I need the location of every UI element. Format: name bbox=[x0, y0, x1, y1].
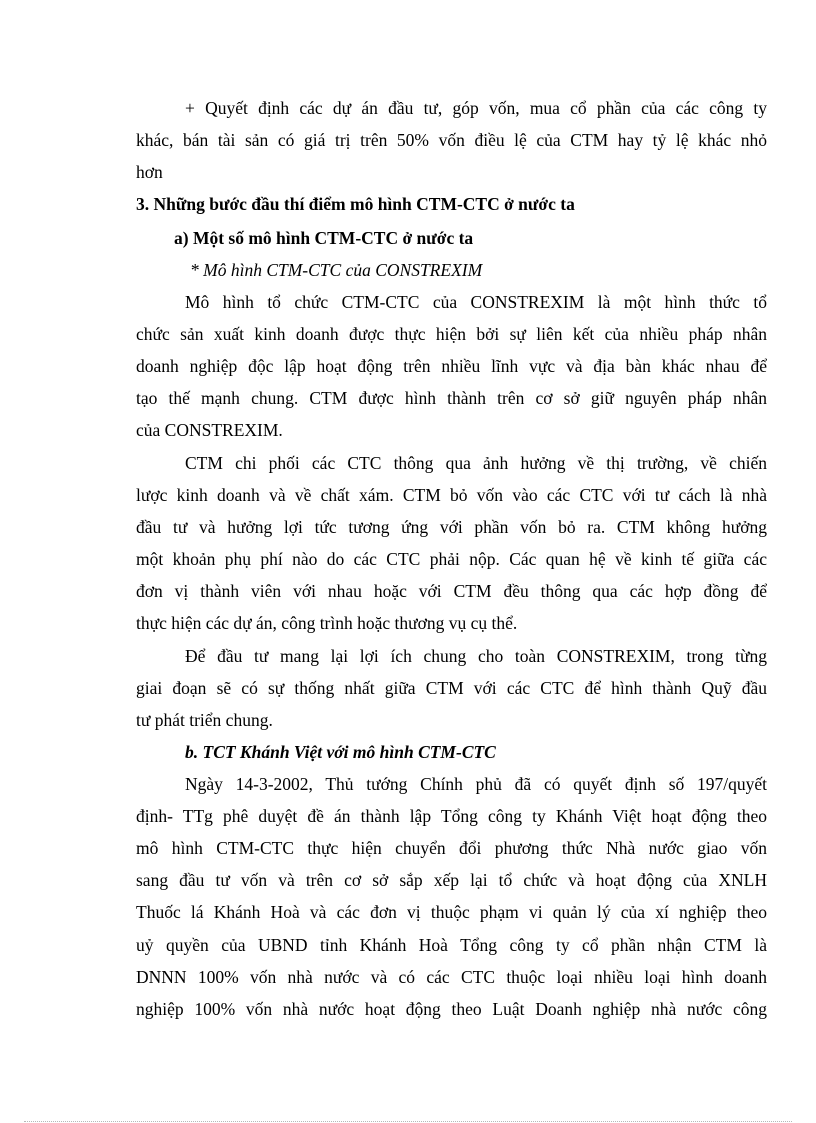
paragraph-line: một khoản phụ phí nào do các CTC phải nộp. Các quan hệ về kinh tế giữa các bbox=[136, 549, 767, 569]
paragraph-line: đơn vị thành viên với nhau hoặc với CTM đều thông qua các hợp đồng để bbox=[136, 581, 767, 601]
subsection-heading: a) Một số mô hình CTM-CTC ở nước ta bbox=[174, 228, 474, 248]
paragraph-line: Để đầu tư mang lại lợi ích chung cho toàn CONSTREXIM, trong từng bbox=[185, 646, 767, 666]
paragraph-line: khác, bán tài sản có giá trị trên 50% vốn điều lệ của CTM hay tỷ lệ khác nhỏ bbox=[136, 130, 767, 150]
paragraph-line: sang đầu tư vốn và trên cơ sở sắp xếp lại tổ chức và hoạt động của XNLH bbox=[136, 870, 767, 890]
paragraph-line: thực hiện các dự án, công trình hoặc thương vụ cụ thể. bbox=[136, 613, 518, 633]
section-heading: 3. Những bước đầu thí điểm mô hình CTM-CTC ở nước ta bbox=[136, 194, 575, 214]
paragraph-line: CTM chi phối các CTC thông qua ảnh hưởng về thị trường, về chiến bbox=[185, 453, 767, 473]
paragraph-line: + Quyết định các dự án đầu tư, góp vốn, mua cổ phần của các công ty bbox=[185, 98, 767, 118]
paragraph-line: chức sản xuất kinh doanh được thực hiện bởi sự liên kết của nhiều pháp nhân bbox=[136, 324, 767, 344]
paragraph-line: nghiệp 100% vốn nhà nước hoạt động theo Luật Doanh nghiệp nhà nước công bbox=[136, 999, 767, 1019]
paragraph-line: uỷ quyền của UBND tỉnh Khánh Hoà Tổng công ty cổ phần nhận CTM là bbox=[136, 935, 767, 955]
paragraph-line: Ngày 14-3-2002, Thủ tướng Chính phủ đã có quyết định số 197/quyết bbox=[185, 774, 767, 794]
paragraph-line: Mô hình tổ chức CTM-CTC của CONSTREXIM là một hình thức tổ bbox=[185, 292, 767, 312]
paragraph-line: của CONSTREXIM. bbox=[136, 420, 283, 440]
page-bottom-rule bbox=[24, 1121, 792, 1122]
paragraph-line: giai đoạn sẽ có sự thống nhất giữa CTM với các CTC để hình thành Quỹ đầu bbox=[136, 678, 767, 698]
paragraph-line: tư phát triển chung. bbox=[136, 710, 273, 730]
paragraph-line: hơn bbox=[136, 162, 163, 182]
paragraph-line: định- TTg phê duyệt đề án thành lập Tổng công ty Khánh Việt hoạt động theo bbox=[136, 806, 767, 826]
paragraph-line: doanh nghiệp độc lập hoạt động trên nhiều lĩnh vực và địa bàn khác nhau để bbox=[136, 356, 767, 376]
paragraph-line: đầu tư và hưởng lợi tức tương ứng với phần vốn bỏ ra. CTM không hưởng bbox=[136, 517, 767, 537]
paragraph-line: mô hình CTM-CTC thực hiện chuyển đổi phương thức Nhà nước giao vốn bbox=[136, 838, 767, 858]
item-heading: * Mô hình CTM-CTC của CONSTREXIM bbox=[190, 260, 483, 280]
paragraph-line: lược kinh doanh và về chất xám. CTM bỏ vốn vào các CTC với tư cách là nhà bbox=[136, 485, 767, 505]
subsection-heading: b. TCT Khánh Việt với mô hình CTM-CTC bbox=[185, 742, 496, 762]
paragraph-line: tạo thế mạnh chung. CTM được hình thành trên cơ sở giữ nguyên pháp nhân bbox=[136, 388, 767, 408]
paragraph-line: DNNN 100% vốn nhà nước và có các CTC thuộc loại nhiều loại hình doanh bbox=[136, 967, 767, 987]
paragraph-line: Thuốc lá Khánh Hoà và các đơn vị thuộc phạm vi quản lý của xí nghiệp theo bbox=[136, 902, 767, 922]
